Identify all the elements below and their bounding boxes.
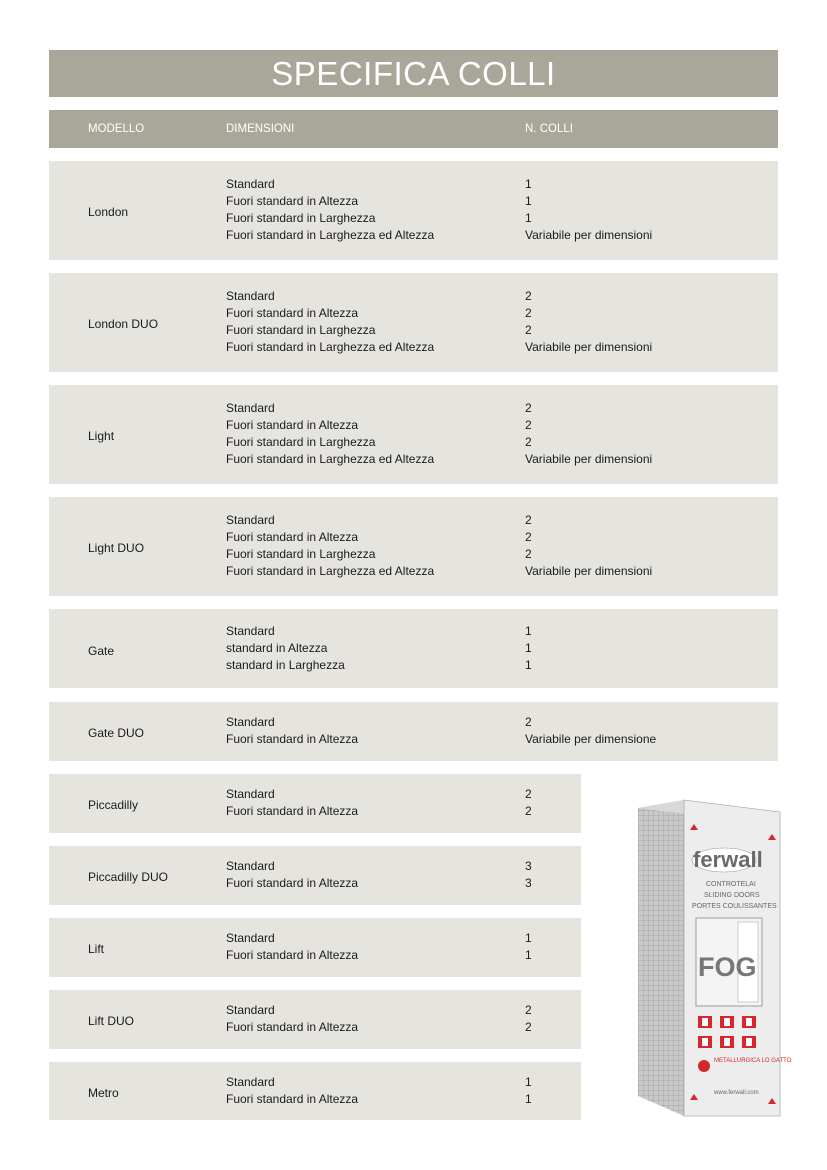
dimensions-cell bbox=[226, 930, 358, 964]
model-name: Lift bbox=[88, 942, 105, 956]
dimension-line: Fuori standard in Altezza bbox=[226, 530, 359, 544]
package-count: 2 bbox=[525, 323, 532, 337]
table-row bbox=[49, 385, 778, 484]
dimension-line: Fuori standard in Larghezza ed Altezza bbox=[226, 564, 435, 578]
company-logo-text: METALLURGICA LO GATTO bbox=[714, 1058, 792, 1064]
dimensions-cell bbox=[226, 786, 358, 820]
package-count: 2 bbox=[525, 715, 532, 729]
package-count: 2 bbox=[525, 1003, 532, 1017]
package-count: 1 bbox=[525, 624, 532, 638]
package-count: 2 bbox=[525, 787, 532, 801]
package-count: Variabile per dimensione bbox=[525, 732, 657, 746]
package-count: 1 bbox=[525, 641, 532, 655]
package-count: Variabile per dimensioni bbox=[525, 452, 653, 466]
model-name: Piccadilly DUO bbox=[88, 870, 169, 884]
packages-cell bbox=[525, 288, 652, 356]
packages-cell bbox=[525, 623, 532, 674]
package-count: 1 bbox=[525, 1092, 532, 1106]
package-count: 2 bbox=[525, 418, 532, 432]
dimension-line: Standard bbox=[226, 1075, 275, 1089]
svg-text:SLIDING DOORS: SLIDING DOORS bbox=[704, 892, 760, 899]
dimension-line: Standard bbox=[226, 513, 275, 527]
package-count: 1 bbox=[525, 211, 532, 225]
header-model: MODELLO bbox=[88, 123, 145, 135]
dimensions-cell bbox=[226, 714, 358, 748]
dimensions-cell bbox=[226, 512, 434, 580]
dimension-line: standard in Altezza bbox=[226, 641, 328, 655]
package-count: 2 bbox=[525, 530, 532, 544]
packages-cell bbox=[525, 1002, 532, 1036]
package-count: 1 bbox=[525, 931, 532, 945]
dimension-line: Fuori standard in Larghezza bbox=[226, 547, 376, 561]
dimension-line: Fuori standard in Altezza bbox=[226, 804, 359, 818]
header-dimensions: DIMENSIONI bbox=[226, 123, 295, 135]
dimension-line: Fuori standard in Altezza bbox=[226, 732, 359, 746]
dimensions-cell bbox=[226, 288, 434, 356]
package-count: 2 bbox=[525, 804, 532, 818]
package-count: 2 bbox=[525, 289, 532, 303]
package-count: Variabile per dimensioni bbox=[525, 228, 653, 242]
model-name: Piccadilly bbox=[88, 798, 139, 812]
package-count: 1 bbox=[525, 194, 532, 208]
package-count: 3 bbox=[525, 876, 532, 890]
table-row bbox=[49, 1062, 581, 1120]
dimension-line: Standard bbox=[226, 787, 275, 801]
package-count: 3 bbox=[525, 859, 532, 873]
dimension-line: Fuori standard in Larghezza bbox=[226, 435, 376, 449]
page-title: SPECIFICA COLLI bbox=[49, 50, 778, 97]
packages-cell bbox=[525, 400, 652, 468]
table-row bbox=[49, 161, 778, 260]
svg-text:CONTROTELAI: CONTROTELAI bbox=[706, 881, 756, 888]
dimension-line: Standard bbox=[226, 177, 275, 191]
dimension-line: Standard bbox=[226, 715, 275, 729]
dimension-line: Fuori standard in Larghezza ed Altezza bbox=[226, 228, 435, 242]
package-count: 2 bbox=[525, 1020, 532, 1034]
table-row bbox=[49, 702, 778, 761]
dimension-line: Standard bbox=[226, 931, 275, 945]
table-row bbox=[49, 497, 778, 596]
packages-cell bbox=[525, 512, 652, 580]
dimensions-cell bbox=[226, 400, 434, 468]
model-name: Metro bbox=[88, 1086, 119, 1100]
package-count: 1 bbox=[525, 1075, 532, 1089]
dimensions-cell bbox=[226, 858, 358, 892]
packages-cell bbox=[525, 176, 652, 244]
model-name: London DUO bbox=[88, 317, 159, 331]
dimension-line: Fuori standard in Altezza bbox=[226, 194, 359, 208]
model-name: Light DUO bbox=[88, 541, 145, 555]
package-count: 2 bbox=[525, 306, 532, 320]
dimension-line: Fuori standard in Altezza bbox=[226, 306, 359, 320]
dimension-line: Standard bbox=[226, 401, 275, 415]
dimensions-cell bbox=[226, 1002, 358, 1036]
dimension-line: Fuori standard in Altezza bbox=[226, 418, 359, 432]
table-row bbox=[49, 609, 778, 688]
website-text: www.ferwall.com bbox=[714, 1090, 759, 1096]
packages-cell bbox=[525, 786, 532, 820]
header-packages: N. COLLI bbox=[525, 123, 573, 135]
table-row bbox=[49, 918, 581, 977]
package-count: Variabile per dimensioni bbox=[525, 564, 653, 578]
model-name: Lift DUO bbox=[88, 1014, 135, 1028]
table-row bbox=[49, 273, 778, 372]
dimension-line: Fuori standard in Altezza bbox=[226, 948, 359, 962]
model-name: Gate bbox=[88, 644, 115, 658]
package-count: 2 bbox=[525, 435, 532, 449]
package-count: 1 bbox=[525, 658, 532, 672]
dimensions-cell bbox=[226, 1074, 358, 1108]
model-name: Gate DUO bbox=[88, 726, 145, 740]
table-row bbox=[49, 990, 581, 1049]
model-name: Light bbox=[88, 429, 115, 443]
packages-cell bbox=[525, 930, 532, 964]
dimensions-cell bbox=[226, 623, 345, 674]
dimension-line: Fuori standard in Altezza bbox=[226, 1020, 359, 1034]
dimensions-cell bbox=[226, 176, 434, 244]
package-count: 1 bbox=[525, 177, 532, 191]
dimension-line: Standard bbox=[226, 1003, 275, 1017]
packages-cell bbox=[525, 714, 656, 748]
dimension-line: Fuori standard in Larghezza ed Altezza bbox=[226, 340, 435, 354]
dimension-line: Fuori standard in Altezza bbox=[226, 1092, 359, 1106]
table-row bbox=[49, 846, 581, 905]
dimension-line: Standard bbox=[226, 289, 275, 303]
dimension-line: Standard bbox=[226, 624, 275, 638]
dimension-line: Fuori standard in Altezza bbox=[226, 876, 359, 890]
table-row bbox=[49, 774, 581, 833]
dimension-line: Fuori standard in Larghezza bbox=[226, 323, 376, 337]
package-count: Variabile per dimensioni bbox=[525, 340, 653, 354]
model-name: London bbox=[88, 205, 129, 219]
table-header bbox=[49, 110, 778, 148]
svg-text:PORTES COULISSANTES: PORTES COULISSANTES bbox=[692, 903, 777, 910]
dimension-line: Fuori standard in Larghezza bbox=[226, 211, 376, 225]
package-count: 2 bbox=[525, 513, 532, 527]
package-count: 2 bbox=[525, 547, 532, 561]
package-count: 1 bbox=[525, 948, 532, 962]
brand-logo-text: ferwall bbox=[693, 847, 763, 872]
dimension-line: Standard bbox=[226, 859, 275, 873]
product-box-image bbox=[638, 800, 792, 1116]
packages-cell bbox=[525, 858, 532, 892]
model-label: FOG bbox=[698, 952, 757, 982]
package-count: 2 bbox=[525, 401, 532, 415]
dimension-line: Fuori standard in Larghezza ed Altezza bbox=[226, 452, 435, 466]
dimension-line: standard in Larghezza bbox=[226, 658, 345, 672]
packages-cell bbox=[525, 1074, 532, 1108]
